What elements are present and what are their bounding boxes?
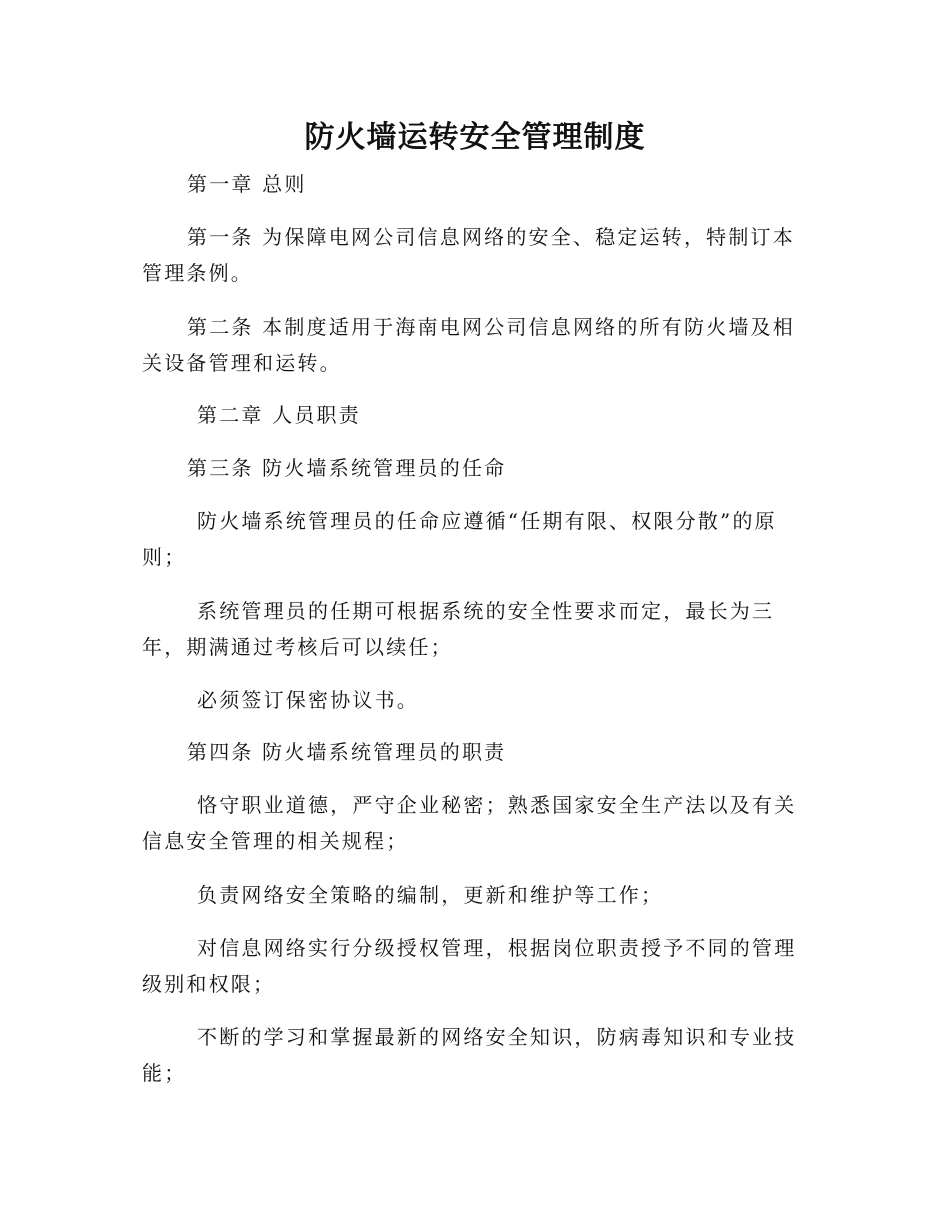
article-3: 第三条 防火墙系统管理员的任命 bbox=[187, 456, 507, 480]
article-4: 第四条 防火墙系统管理员的职责 bbox=[187, 740, 507, 764]
article-1: 第一条 为保障电网公司信息网络的安全、稳定运转，特制订本管理条例。 bbox=[142, 225, 795, 285]
paragraph-security-policy: 负责网络安全策略的编制，更新和维护等工作； bbox=[197, 883, 664, 907]
paragraph-professional-ethics: 恪守职业道德，严守企业秘密；熟悉国家安全生产法以及有关信息安全管理的相关规程； bbox=[142, 793, 797, 853]
paragraph-appointment-principle: 防火墙系统管理员的任命应遵循“任期有限、权限分散”的原则； bbox=[142, 509, 777, 569]
chapter-heading-2: 第二章 人员职责 bbox=[197, 403, 361, 427]
chapter-heading-1: 第一章 总则 bbox=[187, 172, 307, 196]
document-title: 防火墙运转安全管理制度 bbox=[304, 120, 646, 155]
article-2: 第二条 本制度适用于海南电网公司信息网络的所有防火墙及相关设备管理和运转。 bbox=[142, 315, 795, 375]
paragraph-term-of-office: 系统管理员的任期可根据系统的安全性要求而定，最长为三年，期满通过考核后可以续任； bbox=[142, 599, 775, 659]
paragraph-confidentiality: 必须签订保密协议书。 bbox=[197, 688, 419, 712]
paragraph-continuous-learning: 不断的学习和掌握最新的网络安全知识，防病毒知识和专业技能； bbox=[142, 1025, 797, 1085]
paragraph-authorization: 对信息网络实行分级授权管理，根据岗位职责授予不同的管理级别和权限； bbox=[142, 936, 797, 996]
